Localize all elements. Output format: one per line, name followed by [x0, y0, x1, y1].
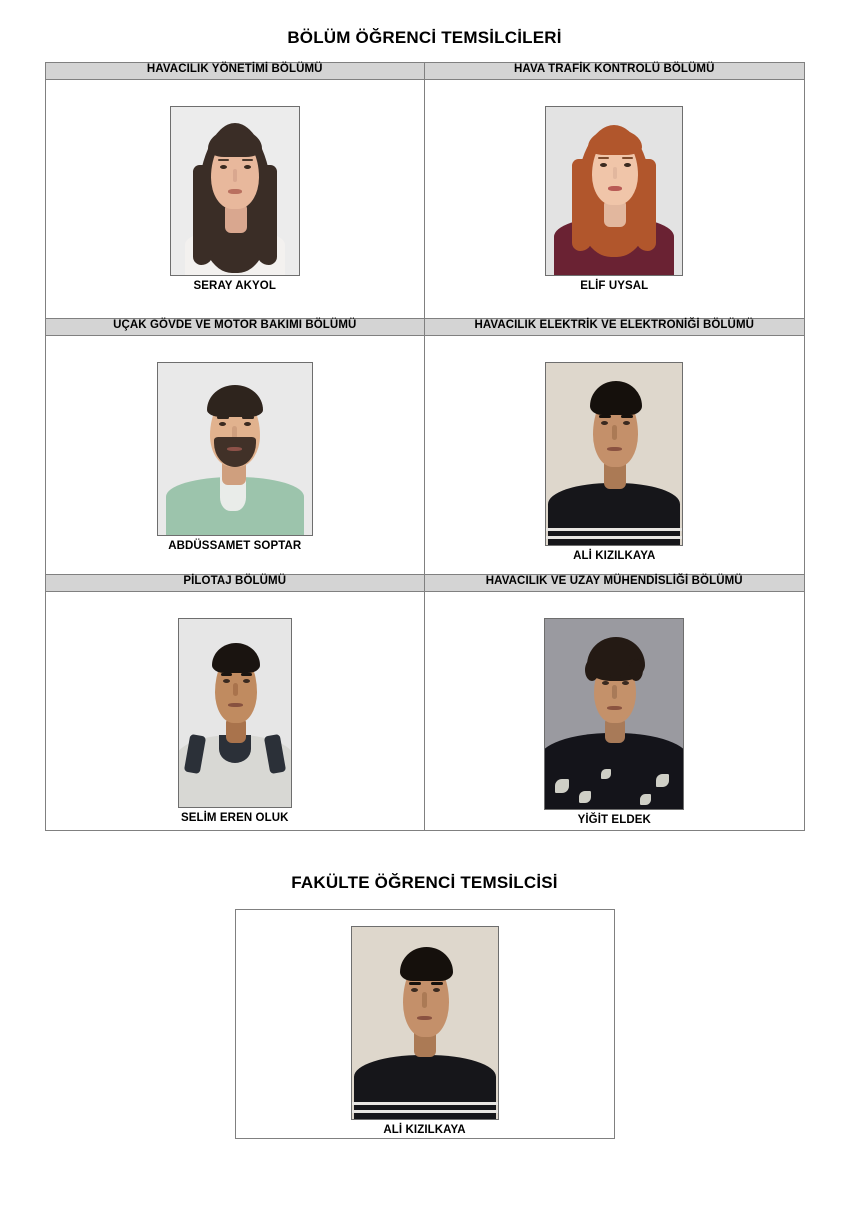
- department-header-havacilik-yonetimi: HAVACILIK YÖNETİMİ BÖLÜMÜ: [45, 63, 425, 80]
- department-cell-havacilik-yonetimi: [45, 80, 425, 319]
- document-page: [0, 28, 849, 1228]
- portrait-ali-kizilkaya: [351, 926, 499, 1120]
- table-row: [235, 910, 614, 1139]
- department-header-havacilik-uzay-muhendisligi: HAVACILIK VE UZAY MÜHENDİSLİĞİ BÖLÜMÜ: [425, 575, 805, 592]
- department-header-pilotaj: PİLOTAJ BÖLÜMÜ: [45, 575, 425, 592]
- representative-name: SERAY AKYOL: [193, 280, 276, 292]
- representative-name: YİĞİT ELDEK: [577, 814, 651, 826]
- table-row: [45, 319, 804, 336]
- representative-name: ABDÜSSAMET SOPTAR: [168, 540, 302, 552]
- table-row: [45, 63, 804, 80]
- department-header-ucak-govde-motor-bakimi: UÇAK GÖVDE VE MOTOR BAKIMI BÖLÜMÜ: [45, 319, 425, 336]
- department-cell-pilotaj: [45, 592, 425, 831]
- portrait-elif-uysal: [545, 106, 683, 276]
- department-cell-havacilik-elektrik-elektronigi: [425, 336, 805, 575]
- department-representatives-table: [45, 62, 805, 831]
- representative-name: SELİM EREN OLUK: [180, 812, 289, 824]
- table-row: [45, 80, 804, 319]
- portrait-seray-akyol: [170, 106, 300, 276]
- portrait-yigit-eldek: [544, 618, 684, 810]
- department-cell-havacilik-uzay-muhendisligi: [425, 592, 805, 831]
- representative-name: ELİF UYSAL: [580, 280, 649, 292]
- faculty-representative-name: ALİ KIZILKAYA: [383, 1124, 466, 1136]
- faculty-representative-table: [235, 909, 615, 1139]
- page-title: BÖLÜM ÖĞRENCİ TEMSİLCİLERİ: [287, 28, 562, 47]
- portrait-abdussamet-soptar: [157, 362, 313, 536]
- department-cell-ucak-govde-motor-bakimi: [45, 336, 425, 575]
- department-header-hava-trafik-kontrolu: HAVA TRAFİK KONTROLÜ BÖLÜMÜ: [425, 63, 805, 80]
- department-cell-hava-trafik-kontrolu: [425, 80, 805, 319]
- portrait-selim-eren-oluk: [178, 618, 292, 808]
- table-row: [45, 592, 804, 831]
- table-row: [45, 336, 804, 575]
- portrait-ali-kizilkaya: [545, 362, 683, 546]
- faculty-section-title: FAKÜLTE ÖĞRENCİ TEMSİLCİSİ: [291, 873, 558, 892]
- table-row: [45, 575, 804, 592]
- representative-name: ALİ KIZILKAYA: [573, 550, 656, 562]
- faculty-representative-cell: [235, 910, 614, 1139]
- department-header-havacilik-elektrik-elektronigi: HAVACILIK ELEKTRİK VE ELEKTRONİĞİ BÖLÜMÜ: [425, 319, 805, 336]
